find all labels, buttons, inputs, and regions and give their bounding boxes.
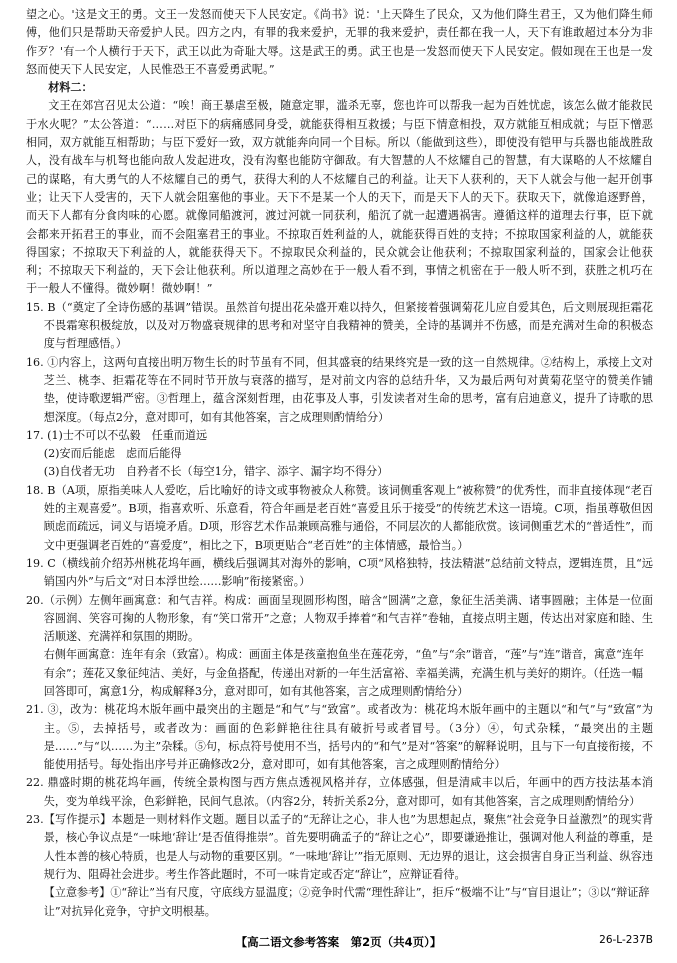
material-2-translation: 文王在郊宫召见太公道：“唉！商王暴虐至极，随意定罪，滥杀无辜，您也许可以帮我一起为百姓忧虑，该怎么做才能救民于水火呢？”太公答道：“……对臣下的病痛感同身受，就能获得相互救援；与臣下情意相投，双方就能互相成就；与臣下憎恶相同，双方就能互相帮助；与臣下爱好一致，双方就能奔向同一个目标。所以（能做到这些），即使没有铠甲与兵器也能战胜敌人，没有战车与机弩也能向敌人发起进攻，没有沟壑也能防守御敌。有大智慧的人不炫耀自己的智慧，有大谋略的人不炫耀自己的谋略，有大勇气的人不炫耀自己的勇气，获得大利的人不炫耀自己的利益。让天下人获利的，天下人就会与他一起开创事业；让天下人受害的，天下人就会阻塞他的事业。天下不是某一个人的天下，而是天下人的天下。获取天下，就像追逐野兽，而天下人都有分食肉味的心愿。就像同船渡河，渡过河就一同获利，船沉了就一起遭遇祸害。遵循这样的道理去行事，臣下就会都来开拓君王的事业，而不会阻塞君王的事业。不掠取百姓利益的人，就能获得百姓的支持；不掠取国家利益的人，就能获得国家；不掠取天下利益的人，就能获得天下。不掠取民众利益的，民众就会让他获利；不掠取国家利益的，国家会让他获利；不掠取天下利益的，天下会让他获利。所以道理之高妙在于一般人看不到，事情之机密在于一般人听不到，获胜之机巧在于一般人不懂得。微妙啊！微妙啊！” bbox=[26, 99, 653, 296]
answer-17-2: (2)安而后能虑 虑而后能得 bbox=[43, 447, 182, 461]
answer-17-3: (3)自伐者无功 自矜者不长（每空1分，错字、添字、漏字均不得分） bbox=[43, 465, 389, 479]
answer-21: 21. ③，改为：桃花坞木版年画中最突出的主题是“和气”与“致富”。或者改为：桃花坞木版年画中的主题以“和气”与“致富”为主。⑤，去掉括号，或者改为：画面的色彩鲜艳往往具有破折号或者冒号。（3分）④，句式杂糅，“最突出的主题是……”与“以……为主”杂糅。⑤句，标点符号使用不当，括号内的“和气”是对“答案”的解释说明，且与下一句直接衔接，不能使用括号。每处指出序号并正确修改2分，意对即可，如有其他答案，言之成理则酌情给分） bbox=[26, 703, 653, 772]
answer-19: 19. C（横线前介绍苏州桃花坞年画，横线后强调其对海外的影响，C项“风格独特，技法精湛”总结前文特点，逻辑连贯，且“远销国内外”与后文“对日本浮世绘……影响”衔接紧密。） bbox=[26, 556, 653, 589]
answer-20-right: 右侧年画寓意：连年有余（致富）。构成：画面主体是孩童抱鱼坐在莲花旁，“鱼”与“余”谐音，“莲”与“连”谐音，寓意“连年有余”；莲花又象征纯洁、美好，与金鱼搭配，传递出对新的一年生活富裕、幸福美满，充满生机与美好的期许。（任选一幅回答即可，寓意1分，构成解释3分，意对即可，如有其他答案，言之成理则酌情给分） bbox=[43, 648, 644, 698]
answer-18: 18. B（A项，原指美味人人爱吃，后比喻好的诗文或事物被众人称赞。该词侧重客观上“被称赞”的优秀性，而非直接体现“老百姓的主观喜爱”。B项，指喜欢听、乐意看，符合年画是老百姓“喜爱且乐于接受”的传统艺术这一语境。C项，指虽尊敬但因顾虑而疏远，词义与语境矛盾。D项，形容艺术作品兼顾高雅与通俗，不同层次的人都能欣赏。该词侧重艺术的“普适性”，而文中更强调老百姓的“喜爱度”，相比之下，B项更贴合“老百姓”的主体情感，最恰当。） bbox=[26, 483, 653, 552]
material-2-heading: 材料二： bbox=[48, 81, 93, 95]
answer-15: 15. B（“奠定了全诗伤感的基调”错误。虽然首句提出花朵盛开难以持久，但紧接着强调菊花儿应自爱其色，后文则展现拒霜花不畏霜寒积极绽放，以及对万物盛衰规律的思考和对坚守自我精神的赞美，全诗的基调并不伤感，而是充满对生命的积极态度与哲理感悟。） bbox=[26, 300, 653, 351]
answer-23-writing-tips: 23.【写作提示】本题是一则材料作文题。题目以孟子的“无辞让之心，非人也”为思想起点，聚焦“社会竞争日益激烈”的现实背景，核心争议点是“一味地‘辞让’是否值得推崇”。首先要明确孟子的“辞让之心”，即要谦逊推让，强调对他人利益的尊重，是人性本善的核心特质，也是人与动物的重要区别。“一味地‘辞让’”指无原则、无边界的退让，这会损害自身正当利益、纵容违规行为、阻碍社会进步。考生作答此题时，不可一味肯定或否定“辞让”，应辩证看待。 bbox=[26, 813, 653, 881]
answer-20-left: 20.（示例）左侧年画寓意：和气吉祥。构成：画面呈现圆形构图，暗含“圆满”之意，象征生活美满、诸事圆融；主体是一位面容圆润、笑容可掬的人物形象，有“笑口常开”之意；人物双手捧着“和气吉祥”卷轴，直接点明主题，传达出对家庭和睦、生活顺遂、充满祥和氛围的期盼。 bbox=[26, 593, 653, 644]
answer-17-1: 17. (1)士不可以不弘毅 任重而道远 bbox=[26, 428, 208, 442]
footer-code: 26-L-237B bbox=[599, 934, 653, 946]
translation-paragraph: 望之心。'这是文王的勇。文王一发怒而使天下人民安定。《尚书》说：'上天降生了民众，又为他们降生君王，又为他们降生师傅，他们只是帮助天帝爱护人民。四方之内，有罪的我来爱护，无罪的我来爱护，责任都在我一人，天下有谁敢超过本分为非作歹？'有一个人横行于天下，武王以此为奇耻大辱。这是武王的勇。武王也是一发怒而使天下人民安定。假如现在王也是一发怒而使天下人民安定，人民惟恐王不喜爱勇武呢。” bbox=[26, 8, 653, 76]
footer-title: 【高二语文参考答案 第2页（共4页）】 bbox=[235, 935, 442, 949]
answer-sheet-page bbox=[26, 6, 653, 921]
answer-22: 22. 鼎盛时期的桃花坞年画，传统全景构图与西方焦点透视风格并存，立体感强，但是清咸丰以后，年画中的西方技法基本消失，变为单线平涂，色彩鲜艳，民间气息浓。（内容2分，转折关系2分，意对即可，如有其他答案，言之成理则酌情给分） bbox=[26, 776, 653, 808]
page-footer bbox=[0, 934, 677, 950]
answer-16: 16. ①内容上，这两句直接出明万物生长的时节虽有不同，但其盛衰的结果终究是一致的这一自然规律。②结构上，承接上文对芝兰、桃李、拒霜花等在不同时节开放与衰落的描写，是对前文内容的总结升华，又为最后两句对黄菊花坚守的赞美作铺垫，使诗歌逻辑严密。③哲理上，蕴含深刻哲理，由花事及人事，引发读者对生命的思考，富有启迪意义，提升了诗歌的思想深度。（每点2分，意对即可，如有其他答案，言之成理则酌情给分） bbox=[26, 355, 653, 424]
answer-23-theme-reference: 【立意参考】①“辞让”当有尺度，守底线方显温度；②竞争时代需“理性辞让”，拒斥“极端不让”与“盲目退让”；③以“辩证辞让”对抗异化竞争，守护文明根基。 bbox=[43, 886, 650, 918]
